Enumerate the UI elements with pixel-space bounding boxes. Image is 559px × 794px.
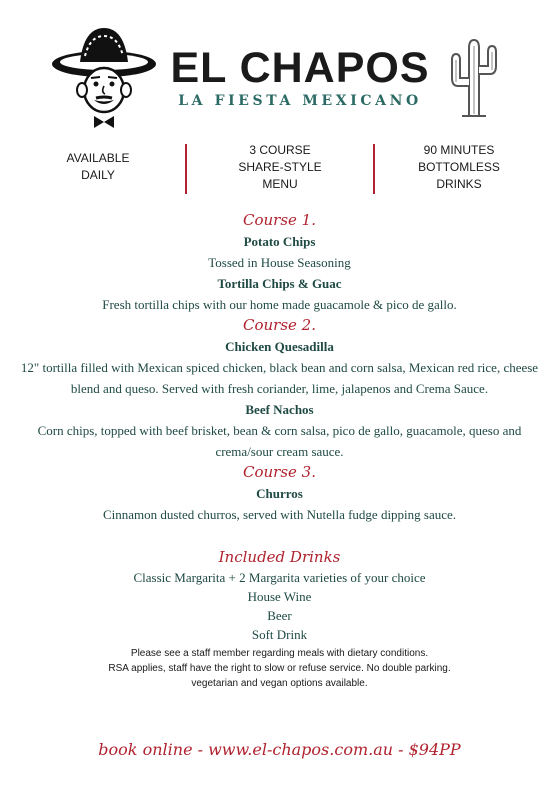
- info-line: AVAILABLE: [66, 151, 130, 165]
- info-line: DRINKS: [436, 177, 482, 191]
- brand-subtitle: LA FIESTA MEXICANO: [178, 93, 422, 109]
- note-line: Please see a staff member regarding meals with dietary conditions.: [130, 648, 429, 659]
- dish-description: Cinnamon dusted churros, served with Nutella fudge dipping sauce.: [102, 507, 457, 522]
- sombrero-mascot-icon: [50, 24, 158, 132]
- info-divider: [185, 144, 187, 194]
- drinks-info: [400, 142, 518, 193]
- note-line: vegetarian and vegan options available.: [191, 678, 368, 689]
- note-line: RSA applies, staff have the right to slow or refuse service. No double parking.: [108, 663, 451, 674]
- dish-description: Corn chips, topped with beef brisket, bean & corn salsa, pico de gallo, guacamole, queso and crema/sour cream sauce.: [37, 423, 522, 459]
- header: [0, 0, 559, 130]
- info-line: 90 MINUTES: [423, 143, 495, 157]
- booking-link[interactable]: book online - www.el-chapos.com.au - $94PP: [98, 740, 461, 759]
- info-bar: [0, 140, 559, 200]
- course-heading: Course 2.: [243, 316, 316, 334]
- dish-name: Beef Nachos: [245, 402, 314, 417]
- course-format-info: [220, 142, 340, 193]
- info-line: DAILY: [81, 168, 115, 182]
- dish-name: Tortilla Chips & Guac: [217, 276, 342, 291]
- course-heading: Course 3.: [243, 463, 316, 481]
- dish-name: Churros: [256, 486, 303, 501]
- drink-item: Classic Margarita + 2 Margarita varieties of your choice: [133, 570, 426, 585]
- brand-title: EL CHAPOS: [170, 44, 430, 92]
- drink-item: Soft Drink: [251, 627, 308, 642]
- drink-item: House Wine: [247, 589, 312, 604]
- menu: [20, 210, 539, 691]
- info-line: BOTTOMLESS: [418, 160, 500, 174]
- course-1: [20, 210, 539, 315]
- info-line: SHARE-STYLE: [238, 160, 322, 174]
- course-2: [20, 315, 539, 462]
- included-drinks: [20, 547, 539, 644]
- course-heading: Course 1.: [243, 211, 316, 229]
- dish-description: Tossed in House Seasoning: [208, 255, 351, 270]
- dish-description: Fresh tortilla chips with our home made guacamole & pico de gallo.: [102, 297, 457, 312]
- cactus-icon: [442, 34, 506, 118]
- drinks-heading: Included Drinks: [218, 548, 341, 566]
- dish-description: 12" tortilla filled with Mexican spiced chicken, black bean and corn salsa, Mexican red rice, cheese blend and queso. Served with fresh coriander, lime, jalapenos and Crema Sauce.: [20, 360, 539, 396]
- availability-info: [48, 150, 148, 184]
- dish-name: Chicken Quesadilla: [225, 339, 334, 354]
- drink-item: Beer: [267, 608, 292, 623]
- notes: [20, 646, 539, 691]
- info-line: MENU: [262, 177, 298, 191]
- dish-name: Potato Chips: [243, 234, 316, 249]
- info-divider: [373, 144, 375, 194]
- course-3: [20, 462, 539, 525]
- info-line: 3 COURSE: [249, 143, 311, 157]
